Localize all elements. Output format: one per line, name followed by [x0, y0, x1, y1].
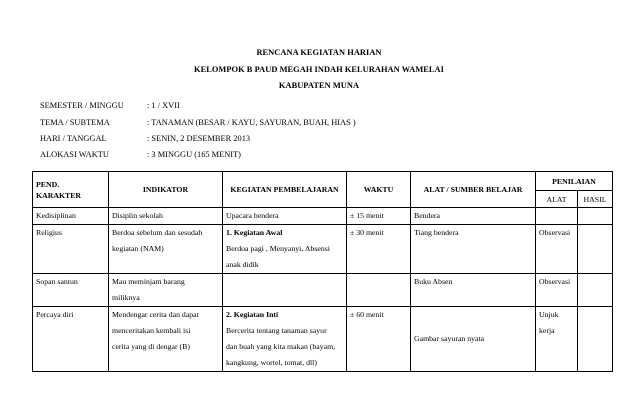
header-kegiatan: KEGIATAN PEMBELAJARAN [223, 172, 347, 208]
table-row [33, 274, 613, 307]
info-label-semester: SEMESTER / MINGGU [40, 101, 124, 110]
kegiatan-awal-heading: 1. Kegiatan Awal [226, 228, 283, 237]
cell-indikator: Mendengar cerita dan dapat menceritakan kembali isi cerita yang di dengar (B) [109, 307, 223, 372]
cell-karakter: Sopan santun [33, 274, 109, 307]
header-alat-sumber: ALAT / SUMBER BELAJAR [411, 172, 536, 208]
document-subtitle-region: KABUPATEN MUNA [278, 81, 360, 90]
header-penilaian: PENILAIAN [536, 172, 613, 191]
info-value-tema: : TANAMAN (BESAR / KAYU, SAYURAN, BUAH, HIAS ) [147, 118, 356, 127]
cell-waktu: ± 15 menit [347, 208, 411, 225]
cell-alat: Buku Absen [411, 274, 536, 307]
info-value-hari: : SENIN, 2 DESEMBER 2013 [147, 134, 251, 143]
cell-penilaian-alat: Unjuk kerja [536, 307, 578, 372]
header-penilaian-hasil: HASIL [578, 191, 613, 208]
cell-indikator: Mau meminjam barang miliknya [109, 274, 223, 307]
cell-alat: Bendera [411, 208, 536, 225]
cell-penilaian-alat [536, 208, 578, 225]
table-row [33, 307, 613, 372]
cell-penilaian-alat: Observasi [536, 274, 578, 307]
info-label-tema: TEMA / SUBTEMA [40, 118, 110, 127]
header-waktu: WAKTU [347, 172, 411, 208]
info-label-alokasi: ALOKASI WAKTU [40, 150, 109, 159]
cell-karakter: Religius [33, 225, 109, 274]
header-pend-karakter: PEND. KARAKTER [33, 172, 109, 208]
cell-alat: Tiang bendera [411, 225, 536, 274]
cell-hasil [578, 208, 613, 225]
cell-alat: Gambar sayuran nyata [411, 307, 536, 372]
header-penilaian-alat: ALAT [536, 191, 578, 208]
info-label-hari: HARI / TANGGAL [40, 134, 107, 143]
cell-indikator: Disiplin sekolah [109, 208, 223, 225]
cell-karakter: Percaya diri [33, 307, 109, 372]
cell-hasil [578, 307, 613, 372]
kegiatan-inti-heading: 2. Kegiatan Inti [226, 310, 279, 319]
cell-kegiatan: 1. Kegiatan Awal Berdoa pagi , Menyanyi, Absensi anak didik [223, 225, 347, 274]
header-indikator: INDIKATOR [109, 172, 223, 208]
cell-indikator: Berdoa sebelum dan sesudah kegiatan (NAM) [109, 225, 223, 274]
cell-waktu: ± 60 menit [347, 307, 411, 372]
document-subtitle-school: KELOMPOK B PAUD MEGAH INDAH KELURAHAN WAMELAI [194, 65, 444, 74]
cell-hasil [578, 225, 613, 274]
info-value-semester: : 1 / XVII [147, 101, 180, 110]
cell-karakter: Kedisiplinan [33, 208, 109, 225]
cell-kegiatan: 2. Kegiatan Inti Bercerita tentang tanaman sayur dan buah yang kita makan (bayam, kangkung, wortel, tomat, dll) [223, 307, 347, 372]
cell-waktu [347, 274, 411, 307]
activity-plan-table [32, 171, 613, 372]
cell-kegiatan: Upacara bendera [223, 208, 347, 225]
cell-waktu: ± 30 menit [347, 225, 411, 274]
info-value-alokasi: : 3 MINGGU (165 MENIT) [147, 150, 241, 159]
cell-penilaian-alat: Observasi [536, 225, 578, 274]
cell-kegiatan [223, 274, 347, 307]
table-row [33, 208, 613, 225]
document-title: RENCANA KEGIATAN HARIAN [256, 48, 382, 57]
table-row [33, 225, 613, 274]
cell-hasil [578, 274, 613, 307]
